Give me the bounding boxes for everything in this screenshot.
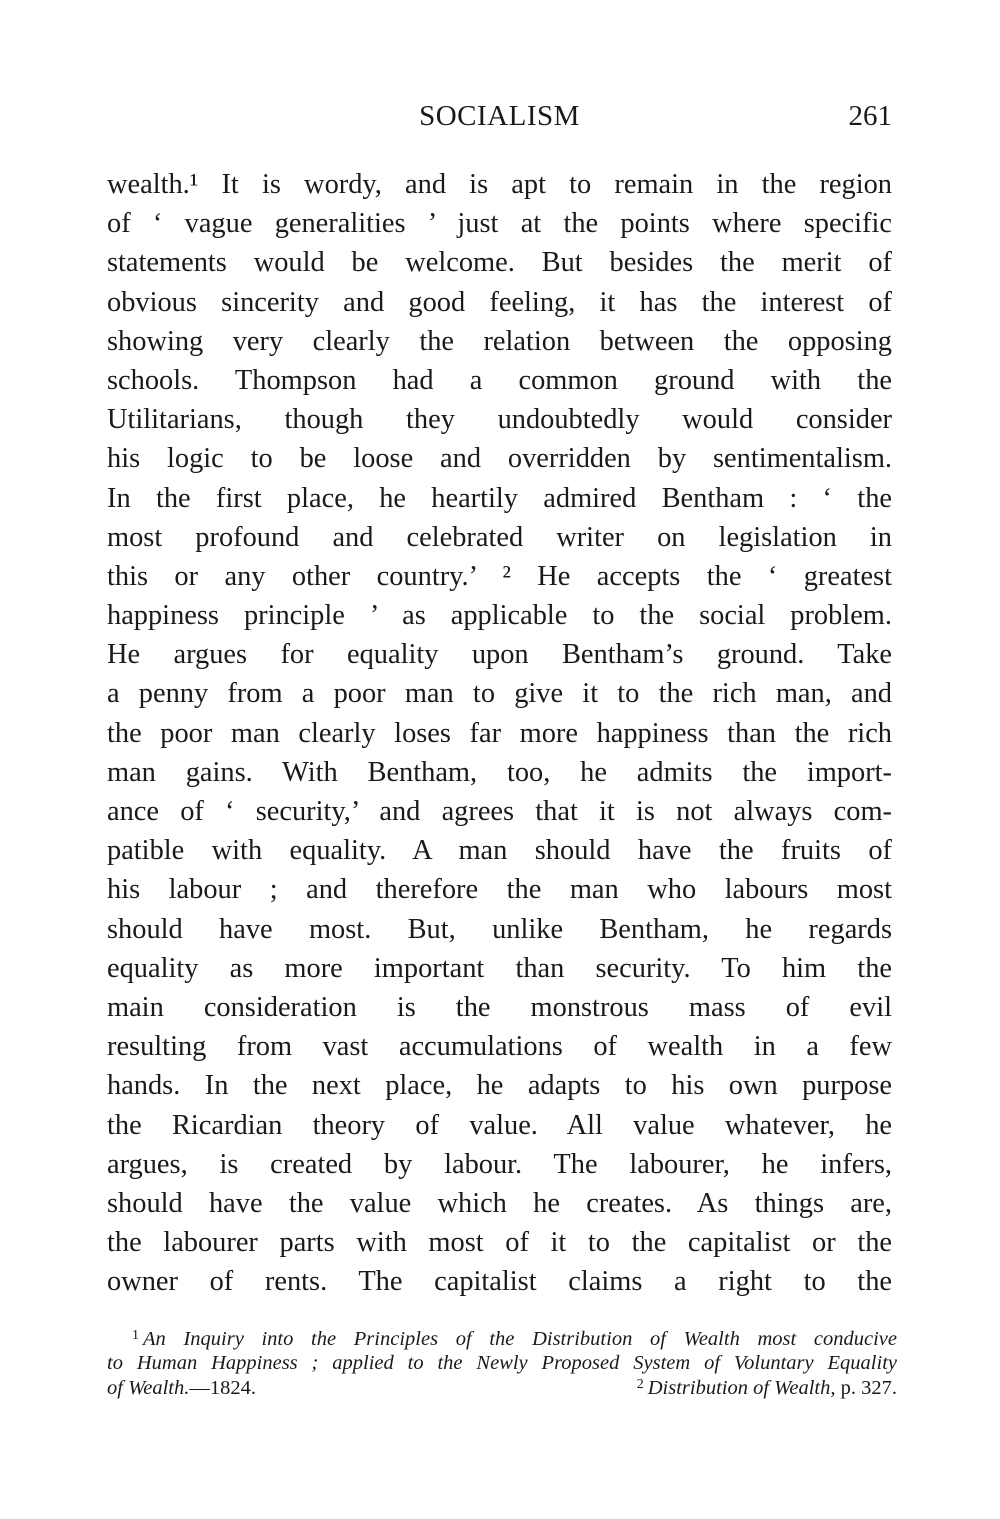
text-line: a penny from a poor man to give it to the rich man, and [107, 678, 892, 710]
footnote-page-ref: p. 327. [835, 1377, 897, 1399]
footnote-text: Distribution of Wealth, [647, 1377, 836, 1399]
text-line: patible with equality. A man should have the fruits of [107, 835, 892, 867]
text-line: schools. Thompson had a common ground with the [107, 364, 892, 396]
text-line: most profound and celebrated writer on legislation in [107, 521, 892, 553]
text-line: should have most. But, unlike Bentham, he regards [107, 913, 892, 945]
text-line: wealth.¹ It is wordy, and is apt to remain in the region [107, 169, 892, 200]
text-line: In the first place, he heartily admired Bentham : ‘ the [107, 482, 892, 514]
footnote-text: An Inquiry into the Principles of the Distribution of Wealth most conducive [143, 1328, 897, 1350]
text-line: happiness principle ’ as applicable to the social problem. [107, 600, 892, 632]
footnote-2 [637, 1377, 897, 1400]
text-line: of ‘ vague generalities ’ just at the points where specific [107, 208, 892, 240]
footnote-text: of Wealth. [107, 1377, 190, 1399]
text-line: showing very clearly the relation between the opposing [107, 325, 892, 357]
text-line: statements would be welcome. But besides the merit of [107, 247, 892, 279]
chapter-title: SOCIALISM [419, 100, 580, 132]
text-line: owner of rents. The capitalist claims a right to the [107, 1266, 892, 1298]
text-line: main consideration is the monstrous mass of evil [107, 991, 892, 1023]
text-line: the Ricardian theory of value. All value whatever, he [107, 1109, 892, 1141]
text-line: his logic to be loose and overridden by sentimentalism. [107, 443, 892, 475]
running-head [107, 100, 892, 140]
footnote-marker: 2 [636, 1377, 644, 1392]
text-line: his labour ; and therefore the man who labours most [107, 874, 892, 906]
body-text [107, 165, 892, 1301]
text-line: resulting from vast accumulations of wealth in a few [107, 1031, 892, 1063]
text-line: He argues for equality upon Bentham’s ground. Take [107, 639, 892, 671]
text-line: man gains. With Bentham, too, he admits the import- [107, 756, 892, 788]
footnote-line-3 [107, 1377, 897, 1400]
text-line: this or any other country.’ ² He accepts the ‘ greatest [107, 560, 892, 592]
text-line: obvious sincerity and good feeling, it has the interest of [107, 286, 892, 318]
text-line: the labourer parts with most of it to the capitalist or the [107, 1227, 892, 1259]
text-line: equality as more important than security. To him the [107, 952, 892, 984]
text-line: Utilitarians, though they undoubtedly would consider [107, 404, 892, 436]
footnotes [107, 1322, 897, 1400]
footnote-1-line-1 [107, 1322, 897, 1350]
text-line: should have the value which he creates. As things are, [107, 1187, 892, 1219]
text-line: the poor man clearly loses far more happiness than the rich [107, 717, 892, 749]
text-line: hands. In the next place, he adapts to his own purpose [107, 1070, 892, 1102]
footnote-1-end [107, 1377, 256, 1400]
page-number: 261 [848, 100, 892, 132]
footnote-1-line-2: to Human Happiness ; applied to the Newly Proposed System of Voluntary Equality [107, 1351, 897, 1374]
text-line: ance of ‘ security,’ and agrees that it is not always com- [107, 796, 892, 827]
footnote-marker: 1 [132, 1328, 139, 1343]
footnote-date: —1824. [189, 1377, 257, 1399]
text-line: argues, is created by labour. The labourer, he infers, [107, 1148, 892, 1180]
